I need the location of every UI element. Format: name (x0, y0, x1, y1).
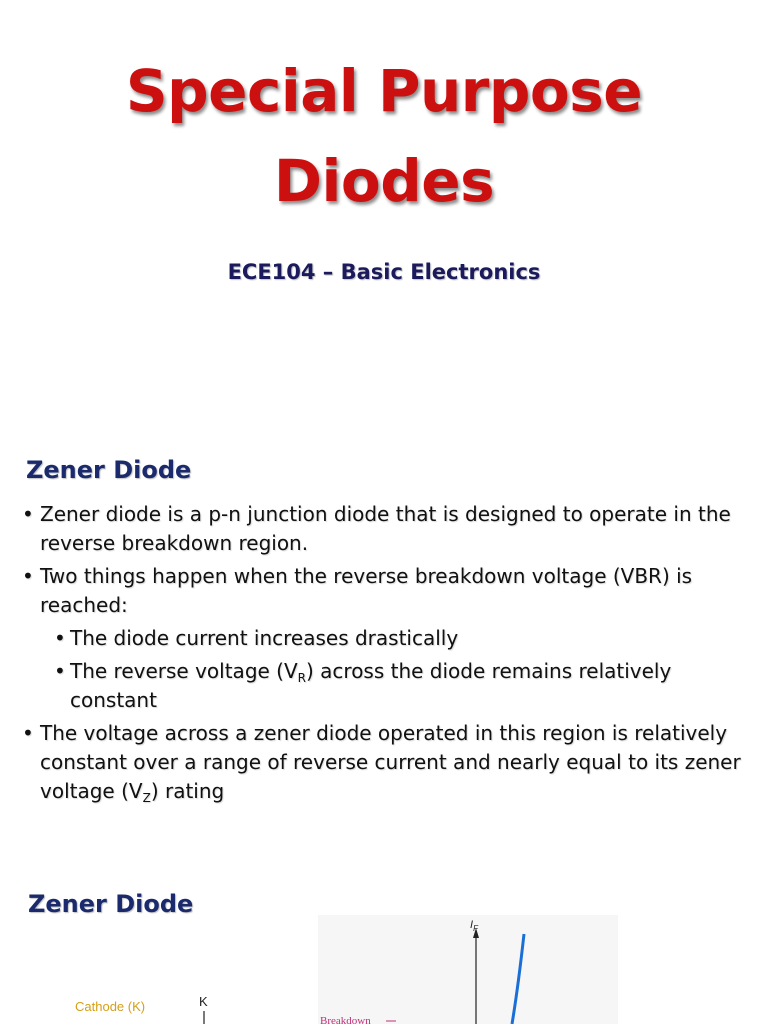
bullet-dot-icon: • (22, 564, 34, 588)
sub-bullet-item (22, 657, 752, 715)
text-segment: The reverse voltage (V (70, 659, 298, 683)
breakdown-label: Breakdown (320, 1015, 371, 1024)
slide-title-line-1: Special Purpose (125, 57, 643, 125)
text-segment: The voltage across a zener diode operated in this region is relatively constant over a range of reverse current and nearly equal to its zener voltage (V (40, 721, 741, 803)
text-segment: ) rating (150, 779, 225, 803)
bullet-text: Zener diode is a p-n junction diode that is designed to operate in the reverse breakdown region. (40, 502, 731, 555)
bullet-text (40, 721, 741, 803)
sub-bullet-text: The diode current increases drastically (70, 626, 459, 650)
bullet-dot-icon: • (22, 502, 34, 526)
zener-text-slide (0, 420, 768, 860)
slide-subtitle: ECE104 – Basic Electronics (227, 260, 541, 284)
bullet-dot-icon: • (54, 659, 66, 683)
bullet-item (22, 500, 752, 558)
zener-characteristic-diagram (0, 860, 768, 1024)
bullet-dot-icon: • (54, 626, 66, 650)
subscript: R (297, 671, 306, 685)
graph-background (318, 915, 618, 1024)
zener-diagram-slide (0, 860, 768, 1024)
if-axis-label: $I_F$ (470, 919, 478, 933)
slide-title-line-2: Diodes (273, 147, 495, 215)
bullet-item (22, 719, 752, 806)
bullet-list (22, 500, 752, 810)
k-terminal-label: K (199, 994, 208, 1009)
subscript: Z (142, 791, 151, 805)
bullet-item (22, 562, 752, 620)
cathode-label: Cathode (K) (75, 999, 146, 1014)
section-heading: Zener Diode (28, 890, 194, 918)
sub-bullet-item (22, 624, 752, 653)
bullet-text: Two things happen when the reverse breakdown voltage (VBR) is reached: (40, 564, 693, 617)
section-heading: Zener Diode (26, 456, 192, 484)
title-slide (0, 0, 768, 420)
sub-bullet-text (70, 659, 671, 712)
text-segment: ) across the diode remains relatively constant (70, 659, 672, 712)
bullet-dot-icon: • (22, 721, 34, 745)
